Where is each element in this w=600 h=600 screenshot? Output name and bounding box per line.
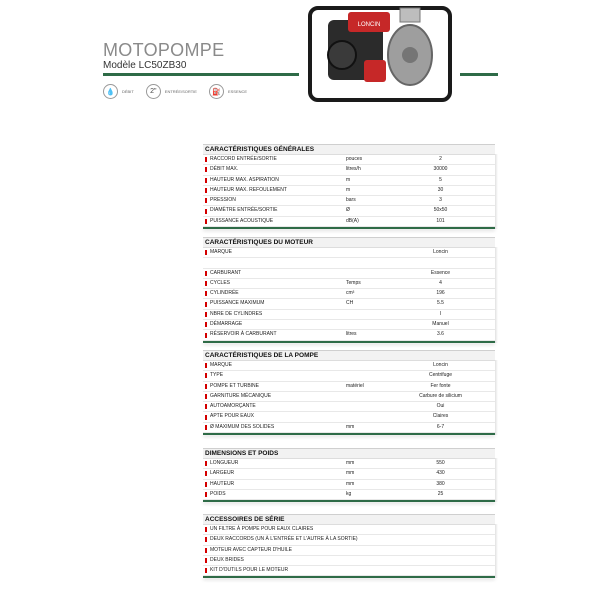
row-marker bbox=[205, 537, 207, 542]
row-marker bbox=[205, 250, 207, 255]
spec-row bbox=[203, 412, 495, 422]
section-title: ACCESSOIRES DE SÉRIE bbox=[203, 514, 495, 525]
spec-row bbox=[203, 299, 495, 309]
row-marker bbox=[205, 322, 207, 327]
spec-unit: Ø bbox=[346, 207, 350, 214]
row-marker bbox=[205, 425, 207, 430]
spec-value: 25 bbox=[437, 490, 444, 497]
spec-label: UN FILTRE À POMPE POUR EAUX CLAIRES bbox=[210, 526, 314, 532]
header-divider-right bbox=[460, 73, 498, 76]
spec-row bbox=[203, 330, 495, 340]
spec-row bbox=[203, 176, 495, 186]
pump-inlet bbox=[400, 8, 420, 22]
spec-row bbox=[203, 310, 495, 320]
row-marker bbox=[205, 558, 207, 563]
row-marker bbox=[205, 209, 207, 214]
spec-value: Claires bbox=[432, 413, 449, 420]
row-marker bbox=[205, 178, 207, 183]
spec-unit: litres bbox=[346, 331, 357, 338]
row-marker bbox=[205, 188, 207, 193]
spec-value: Carbure de silicium bbox=[419, 392, 462, 399]
spec-row bbox=[203, 459, 495, 469]
section-accessories bbox=[203, 514, 495, 578]
spec-label: APTE POUR EAUX bbox=[210, 413, 254, 420]
row-marker bbox=[205, 461, 207, 466]
spec-row bbox=[203, 566, 495, 576]
svg-text:LONCIN: LONCIN bbox=[357, 22, 381, 28]
spec-unit: dB(A) bbox=[346, 217, 359, 224]
row-marker bbox=[205, 404, 207, 409]
spec-value: I bbox=[439, 310, 442, 317]
section-title: CARACTÉRISTIQUES DU MOTEUR bbox=[203, 237, 495, 248]
recoil-starter bbox=[328, 41, 356, 69]
spec-row bbox=[203, 392, 495, 402]
spec-row bbox=[203, 402, 495, 412]
spec-row bbox=[203, 490, 495, 500]
spec-row bbox=[203, 248, 495, 258]
feature-size bbox=[146, 84, 197, 99]
row-marker bbox=[205, 219, 207, 224]
feature-fuel bbox=[209, 84, 247, 99]
spec-label: PUISSANCE ACOUSTIQUE bbox=[210, 217, 274, 224]
spec-row bbox=[203, 217, 495, 227]
row-marker bbox=[205, 198, 207, 203]
spec-label: DEUX RACCORDS (UN À L'ENTRÉE ET L'AUTRE À LA SORTIE) bbox=[210, 536, 358, 543]
spec-row bbox=[203, 371, 495, 381]
spec-row bbox=[203, 469, 495, 479]
row-marker bbox=[205, 281, 207, 286]
row-marker bbox=[205, 271, 207, 276]
section-rows bbox=[203, 155, 495, 227]
section-rows bbox=[203, 248, 495, 341]
section-general bbox=[203, 144, 495, 229]
row-marker bbox=[205, 568, 207, 573]
spec-value: Manuel bbox=[432, 321, 449, 328]
spec-row bbox=[203, 546, 495, 556]
spec-value: 50x50 bbox=[433, 207, 448, 214]
spec-label: AUTOAMORÇANTE bbox=[210, 403, 256, 410]
spec-value: 4 bbox=[439, 279, 442, 286]
spec-row bbox=[203, 269, 495, 279]
row-marker bbox=[205, 384, 207, 389]
spec-unit: mm bbox=[346, 470, 355, 477]
spec-value: 196 bbox=[436, 290, 445, 297]
row-marker bbox=[205, 291, 207, 296]
spec-label: MOTEUR AVEC CAPTEUR D'HUILE bbox=[210, 546, 292, 553]
spec-label: HAUTEUR MAX. ASPIRATION bbox=[210, 176, 279, 183]
spec-value: 550 bbox=[436, 460, 445, 466]
spec-label: KIT D'OUTILS POUR LE MOTEUR bbox=[210, 567, 289, 574]
spec-label: MARQUE bbox=[210, 249, 232, 255]
spec-label: LONGUEUR bbox=[210, 460, 239, 466]
spec-value: Loncin bbox=[433, 362, 448, 368]
spec-unit: pouces bbox=[346, 156, 363, 162]
page-title: MOTOPOMPE bbox=[103, 40, 225, 60]
engine-cover bbox=[364, 60, 386, 82]
section-divider bbox=[203, 576, 495, 578]
row-marker bbox=[205, 394, 207, 399]
row-marker bbox=[205, 482, 207, 487]
spec-value: Essence bbox=[430, 269, 451, 276]
spec-label: PUISSANCE MAXIMUM bbox=[210, 300, 265, 307]
spec-value: 30000 bbox=[433, 166, 448, 173]
spec-row bbox=[203, 480, 495, 490]
section-title: CARACTÉRISTIQUES DE LA POMPE bbox=[203, 350, 495, 361]
spec-value: 5.5 bbox=[437, 300, 444, 307]
spec-label: RACCORD ENTRÉE/SORTIE bbox=[210, 156, 277, 162]
spec-row bbox=[203, 258, 495, 268]
section-pump bbox=[203, 350, 495, 435]
spec-label: DÉBIT MAX. bbox=[210, 166, 239, 173]
droplet-icon: 💧 bbox=[103, 84, 118, 99]
spec-value: Loncin bbox=[433, 249, 448, 255]
spec-value: 5 bbox=[439, 176, 442, 183]
feature-label: ESSENCE bbox=[227, 89, 248, 94]
row-marker bbox=[205, 548, 207, 553]
feature-row bbox=[103, 84, 259, 99]
section-rows bbox=[203, 361, 495, 433]
spec-value: 6-7 bbox=[436, 423, 445, 430]
row-marker bbox=[205, 167, 207, 172]
feature-label: ENTRÉE/SORTIE bbox=[164, 89, 197, 94]
section-engine bbox=[203, 237, 495, 343]
spec-unit: litres/h bbox=[346, 166, 361, 173]
spec-row bbox=[203, 382, 495, 392]
section-rows bbox=[203, 459, 495, 500]
spec-row bbox=[203, 423, 495, 433]
row-marker bbox=[205, 527, 207, 532]
spec-row bbox=[203, 196, 495, 206]
section-divider bbox=[203, 341, 495, 343]
spec-label: RÉSERVOIR À CARBURANT bbox=[210, 331, 277, 338]
row-marker bbox=[205, 373, 207, 378]
spec-label: DEUX BRIDES bbox=[210, 556, 244, 563]
spec-label: Ø MAXIMUM DES SOLIDES bbox=[210, 423, 275, 430]
section-title: CARACTÉRISTIQUES GÉNÉRALES bbox=[203, 144, 495, 155]
row-marker bbox=[205, 302, 207, 307]
spec-unit: kg bbox=[346, 490, 352, 497]
row-marker bbox=[205, 415, 207, 420]
spec-unit: cm³ bbox=[346, 290, 355, 297]
row-marker bbox=[205, 312, 207, 317]
spec-row bbox=[203, 535, 495, 545]
header-divider bbox=[103, 73, 299, 76]
row-marker bbox=[205, 471, 207, 476]
spec-row bbox=[203, 206, 495, 216]
spec-label: CYLINDRÉE bbox=[210, 290, 239, 297]
spec-value: 101 bbox=[436, 217, 445, 224]
section-dimensions bbox=[203, 448, 495, 502]
spec-value: Oui bbox=[436, 403, 445, 410]
row-marker bbox=[205, 333, 207, 338]
fuel-pump-icon: ⛽ bbox=[209, 84, 224, 99]
spec-value: 3.6 bbox=[437, 331, 444, 338]
spec-unit: mm bbox=[346, 480, 355, 487]
spec-row bbox=[203, 556, 495, 566]
spec-label: HAUTEUR bbox=[210, 480, 235, 487]
spec-row bbox=[203, 289, 495, 299]
spec-value: 3 bbox=[439, 197, 442, 204]
spec-value: Centrifuge bbox=[428, 372, 453, 379]
spec-unit: Temps bbox=[346, 279, 361, 286]
spec-label: DIAMÈTRE ENTRÉE/SORTIE bbox=[210, 207, 278, 214]
spec-unit: bars bbox=[346, 197, 356, 204]
spec-label: PRESSION bbox=[210, 197, 236, 204]
spec-label: MARQUE bbox=[210, 362, 232, 368]
section-divider bbox=[203, 500, 495, 502]
spec-label: CARBURANT bbox=[210, 269, 242, 276]
spec-unit: mm bbox=[346, 460, 355, 466]
row-marker bbox=[205, 157, 207, 162]
spec-label: DÉMARRAGE bbox=[210, 321, 243, 328]
spec-label: POMPE ET TURBINE bbox=[210, 382, 259, 389]
spec-unit: m bbox=[346, 186, 351, 193]
spec-row bbox=[203, 155, 495, 165]
spec-value: Fer fonte bbox=[430, 382, 451, 389]
spec-row bbox=[203, 186, 495, 196]
motor-pump-image bbox=[300, 0, 460, 110]
section-divider bbox=[203, 227, 495, 229]
spec-row bbox=[203, 361, 495, 371]
spec-label: NBRE DE CYLINDRES bbox=[210, 310, 263, 317]
spec-unit: m bbox=[346, 176, 351, 183]
section-divider bbox=[203, 433, 495, 435]
size-icon: 2" bbox=[146, 84, 161, 99]
spec-row bbox=[203, 165, 495, 175]
model-subtitle: Modèle LC50ZB30 bbox=[103, 60, 187, 71]
spec-label: CYCLES bbox=[210, 279, 231, 286]
spec-value: 30 bbox=[437, 186, 444, 193]
spec-row bbox=[203, 525, 495, 535]
spec-label: HAUTEUR MAX. REFOULEMENT bbox=[210, 186, 287, 193]
spec-label: LARGEUR bbox=[210, 470, 235, 477]
feature-label: DÉBIT bbox=[122, 89, 134, 94]
spec-row bbox=[203, 320, 495, 330]
section-title: DIMENSIONS ET POIDS bbox=[203, 448, 495, 459]
spec-value: 380 bbox=[436, 480, 445, 487]
row-marker bbox=[205, 363, 207, 368]
pump-center bbox=[402, 47, 418, 63]
row-marker bbox=[205, 492, 207, 497]
spec-unit: matériel bbox=[346, 382, 364, 389]
spec-label: GARNITURE MÉCANIQUE bbox=[210, 392, 272, 399]
spec-row bbox=[203, 279, 495, 289]
spec-value: 2 bbox=[439, 156, 442, 162]
spec-label: POIDS bbox=[210, 490, 226, 497]
spec-value: 430 bbox=[436, 470, 445, 477]
spec-unit: CH bbox=[346, 300, 354, 307]
section-rows bbox=[203, 525, 495, 576]
spec-label: TYPE bbox=[210, 372, 224, 379]
spec-unit: mm bbox=[346, 423, 355, 430]
feature-flow bbox=[103, 84, 134, 99]
